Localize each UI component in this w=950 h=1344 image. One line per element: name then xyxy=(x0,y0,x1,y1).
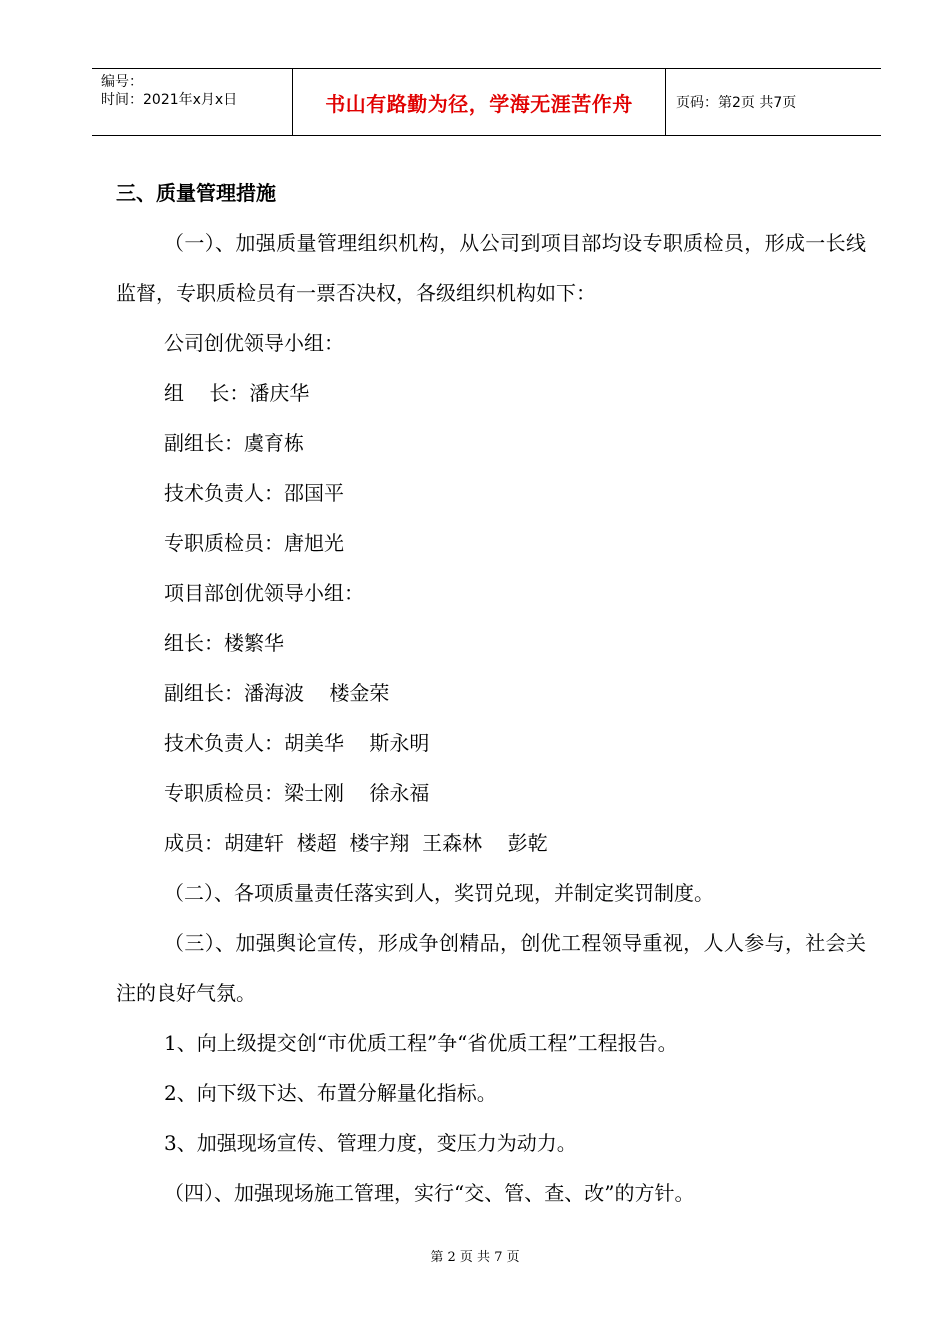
document-header xyxy=(92,68,881,136)
header-motto: 书山有路勤为径，学海无涯苦作舟 xyxy=(293,69,666,135)
body-line: 专职质检员：梁士刚 徐永福 xyxy=(164,781,430,805)
body-line: 专职质检员：唐旭光 xyxy=(164,531,344,555)
paragraph-organization: （一）、加强质量管理组织机构，从公司到项目部均设专职质检员，形成一长线监督，专职质检员有一票否决权，各级组织机构如下： xyxy=(116,231,866,305)
document-body xyxy=(116,168,866,1218)
body-line: 副组长：虞育栋 xyxy=(164,431,304,455)
body-line: 副组长：潘海波 楼金荣 xyxy=(164,681,390,705)
body-line: （二）、各项质量责任落实到人，奖罚兑现，并制定奖罚制度。 xyxy=(164,881,714,905)
body-line: 组长：楼繁华 xyxy=(164,631,284,655)
paragraph-publicity: （三）、加强舆论宣传，形成争创精品，创优工程领导重视，人人参与，社会关注的良好气氛。 xyxy=(116,931,866,1005)
list-item: 3、加强现场宣传、管理力度，变压力为动力。 xyxy=(164,1131,577,1155)
list-item: 2、向下级下达、布置分解量化指标。 xyxy=(164,1081,497,1105)
serial-number-label: 编号： xyxy=(101,74,143,90)
list-item: （四）、加强现场施工管理，实行“交、管、查、改”的方针。 xyxy=(164,1181,695,1205)
header-page-code: 页码：第2页 共7页 xyxy=(676,95,797,111)
body-line: 组 长：潘庆华 xyxy=(164,381,310,405)
page-footer: 第 2 页 共 7 页 xyxy=(430,1250,520,1265)
list-item: 1、向上级提交创“市优质工程”争“省优质工程”工程报告。 xyxy=(164,1031,678,1055)
body-line: 公司创优领导小组： xyxy=(164,331,344,355)
header-meta-cell xyxy=(92,69,293,135)
time-label: 时间：2021年x月x日 xyxy=(101,92,238,108)
section-title: 三、质量管理措施 xyxy=(116,181,276,205)
body-line: 项目部创优领导小组： xyxy=(164,581,364,605)
body-line: 技术负责人：胡美华 斯永明 xyxy=(164,731,430,755)
body-line: 成员：胡建轩 楼超 楼宇翔 王森林 彭乾 xyxy=(164,831,548,855)
body-line: 技术负责人：邵国平 xyxy=(164,481,344,505)
